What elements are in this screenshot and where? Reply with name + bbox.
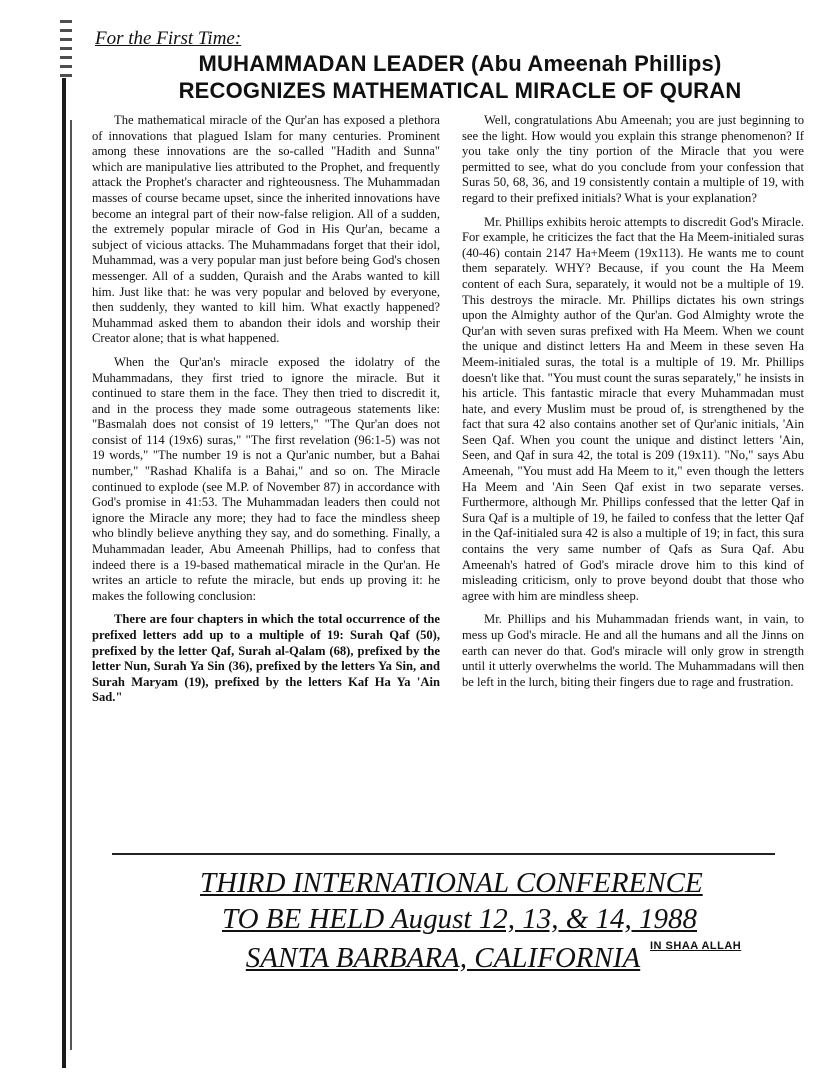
headline — [110, 50, 810, 104]
headline-line-1: MUHAMMADAN LEADER (Abu Ameenah Phillips) — [198, 51, 722, 76]
scan-binding-edge — [62, 78, 66, 1068]
left-paragraph-2: When the Qur'an's miracle exposed the idolatry of the Muhammadans, they first tried to ignore the miracle. But it continued to stare them in the face. They then tried to discredit it, and in the process they made some outrageous statements like: "Basmalah does not consist of 19 letters," "The Qur'an does not consist of 114 (19x6) suras," "The first revelation (96:1-5) was not 19 words," "The number 19 is not a Qur'anic number, but a Bahai number," "Rashad Khalifa is a Bahai," and so on. The Miracle continued to explode (see M.P. of November 87) in accordance with God's promise in 41:53. The Muhammadan leaders then could not ignore the Miracle any more; they had to face the mindless sheep who blindly believe anything they say, and do something. Finally, a Muhammadan leader, Abu Ameenah Phillips, had to confess that indeed there is a 19-based mathematical miracle in the Qur'an. He writes an article to refute the miracle, but ends up proving it: he makes the following conclusion: — [92, 354, 440, 603]
phillips-quote: There are four chapters in which the total occurrence of the prefixed letters add up to a multiple of 19: Surah Qaf (50), prefixed by the letter Qaf, Surah al-Qalam (68), prefixed by the letter Nun, Surah Ya Sin (36), prefixed by the letters Ya Sin, and Surah Maryam (19), prefixed by the letters Kaf Ha Ya 'Ain Sad." — [92, 612, 440, 705]
right-paragraph-2: Mr. Phillips exhibits heroic attempts to discredit God's Miracle. For example, he criticizes the fact that the Ha Meem-initialed suras (40-46) contain 2147 Ha+Meem (19x113). He wants me to count them separately. WHY? Because, if you count the Ha Meem content of each Sura, separately, it would not be a multiple of 19. This destroys the miracle. Mr. Phillips dictates his own strings upon the Almighty author of the Qur'an. God Almighty wrote the Qur'an with seven suras prefixed with Ha Meem. When we count the unique and distinct letters Ha and Meem in these seven Ha Meem-initialed suras, the total is a multiple of 19. Mr. Phillips doesn't like that. "You must count the suras separately," he insists in his article. This fantastic miracle that every Muhammadan must hate, and every Muslim must be proud of, is strengthened by the fact that sura 42 also contains another set of Qur'anic initials, 'Ain Seen Qaf. When you count the unique and distinct letters 'Ain, Seen, and Qaf in sura 42, the total is 209 (19x11). "No," says Abu Ameenah, "You must add Ha Meem to it," even though the letters Ha Meem and 'Ain Seen Qaf exist in two separate verses. Furthermore, although Mr. Phillips confessed that the letter Qaf in Sura Qaf is a multiple of 19, he failed to confess that the letter Qaf in the Qaf-initialed sura 42 is also a multiple of 19; in fact, this sura contains the very same number of Qafs as Sura Qaf. Abu Ameenah's hatred of God's miracle drove him to this kind of misleading criticism, only to prove beyond doubt that those who agree with him are mindless sheep. — [462, 214, 804, 603]
scan-edge-marks — [60, 20, 72, 80]
right-paragraph-3: Mr. Phillips and his Muhammadan friends want, in vain, to mess up God's miracle. He and all the humans and all the Jinns on earth can never do that. God's miracle will only grow in strength until it utterly overwhelms the world. The Muhammadans will then be left in the lurch, biting their fingers due to rage and frustration. — [462, 612, 804, 689]
divider-rule — [112, 853, 775, 855]
left-paragraph-1: The mathematical miracle of the Qur'an has exposed a plethora of innovations that plagued Islam for many centuries. Prominent among these innovations are the so-called "Hadith and Sunna" which are manipulative lies attributed to the Prophet, and frequently attack the Prophet's character and righteousness. The Muhammadan masses of course became upset, since the inherited innovations have become an integral part of their now-false religion. All of a sudden, the extremely popular miracle of God in His Qur'an, became a subject of vicious attacks. The Muhammadans forget that their idol, Muhammad, was a very popular man just before being God's chosen messenger. All of a sudden, Quraish and the Arabs wanted to kill him. Just like that: he was very popular and beloved by everyone, then suddenly, they wanted to kill him. What exactly happened? Muhammad asked them to abandon their idols and worship their Creator alone; that is what happened. — [92, 113, 440, 346]
conference-title: THIRD INTERNATIONAL CONFERENCE — [200, 867, 703, 899]
right-paragraph-1: Well, congratulations Abu Ameenah; you are just beginning to see the light. How would you explain this strange phenomenon? If you take only the tiny portion of the Miracle that you were permitted to see, what do you conclude from your confession that Suras 50, 68, 36, and 19 consistently contain a multiple of 19, with regard to their prefixed initials? What is your explanation? — [462, 113, 804, 205]
left-column — [92, 113, 440, 714]
conference-location: SANTA BARBARA, CALIFORNIA — [245, 942, 641, 974]
inshaa-allah-note: IN SHAA ALLAH — [650, 940, 742, 952]
kicker: For the First Time: — [95, 28, 242, 49]
headline-line-2: RECOGNIZES MATHEMATICAL MIRACLE OF QURAN — [178, 78, 742, 103]
scan-binding-shadow — [70, 120, 72, 1050]
conference-dates: TO BE HELD August 12, 13, & 14, 1988 — [222, 903, 698, 935]
right-column — [462, 113, 804, 698]
